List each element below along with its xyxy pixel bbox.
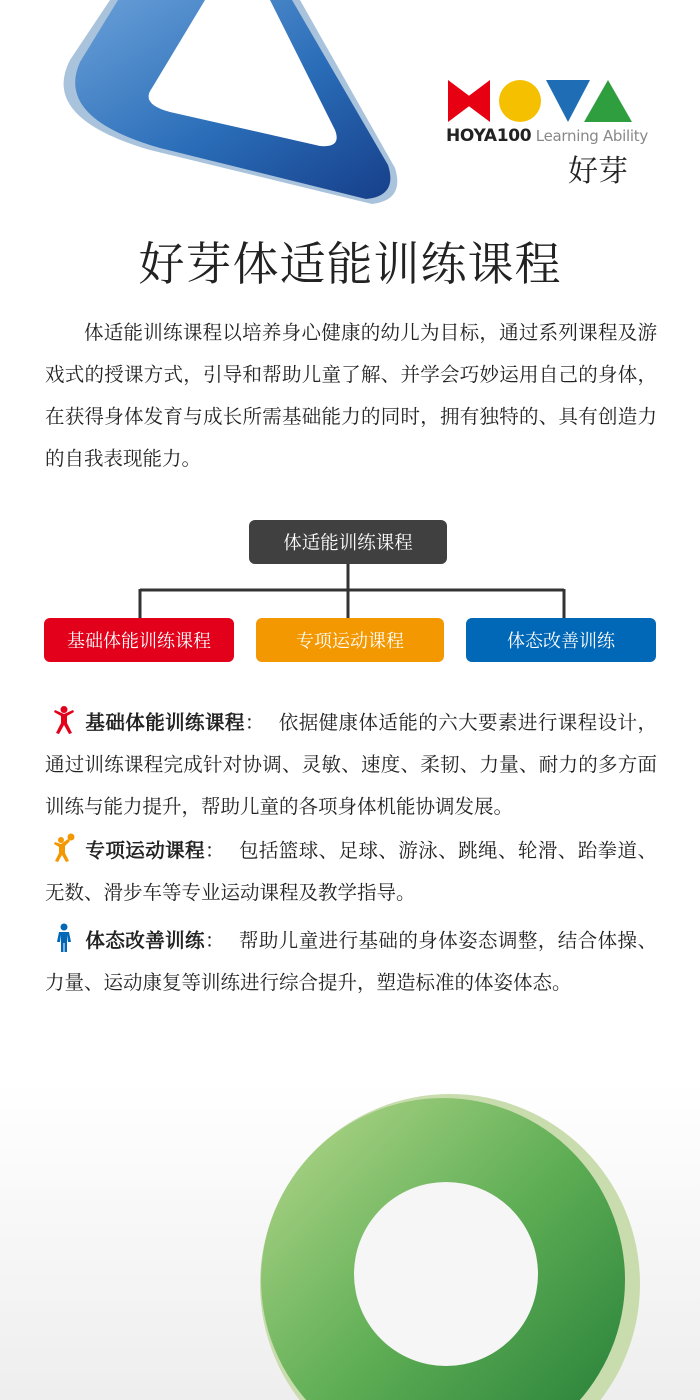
description-colon: ：	[205, 929, 225, 952]
description-text: 依据健康体适能的六大要素进行课程设计，通过训练课程完成针对协调、灵敏、速度、柔韧、力量、耐力的多方面训练与能力提升，帮助儿童的各项身体机能协调发展。	[45, 711, 657, 818]
logo-tagline	[446, 126, 648, 146]
description-posture	[45, 920, 657, 1004]
blue-triangle-decoration	[0, 0, 420, 215]
description-special-sports	[45, 830, 657, 914]
logo-brand: HOYA100	[446, 126, 532, 146]
green-ring-decoration	[250, 1084, 650, 1400]
tree-node-basic-fitness: 基础体能训练课程	[44, 618, 234, 662]
tree-node-posture: 体态改善训练	[466, 618, 656, 662]
tree-node-special-sports: 专项运动课程	[256, 618, 444, 662]
orange-ball-figure-icon	[51, 833, 77, 863]
description-basic-fitness	[45, 702, 657, 828]
description-text: 包括篮球、足球、游泳、跳绳、轮滑、跆拳道、无数、滑步车等专业运动课程及教学指导。	[45, 839, 657, 904]
description-title: 专项运动课程	[85, 839, 205, 862]
description-title: 体态改善训练	[85, 929, 205, 952]
red-figure-icon	[51, 705, 77, 735]
description-title: 基础体能训练课程	[85, 711, 245, 734]
intro-text: 体适能训练课程以培养身心健康的幼儿为目标，通过系列课程及游戏式的授课方式，引导和帮助儿童了解、并学会巧妙运用自己的身体，在获得身体发育与成长所需基础能力的同时，拥有独特的、具有创造力的自我表现能力。	[45, 321, 657, 470]
logo-tagline-light: Learning Ability	[531, 127, 648, 145]
description-colon: ：	[205, 839, 225, 862]
hoya-logo-mark	[446, 78, 636, 124]
intro-paragraph	[45, 312, 657, 480]
tree-connectors	[0, 560, 700, 620]
blue-figure-icon	[51, 923, 77, 953]
logo-chinese-name: 好芽	[568, 154, 628, 189]
hoya-logo	[446, 78, 648, 189]
page-title: 好芽体适能训练课程	[138, 237, 562, 291]
tree-root-node: 体适能训练课程	[249, 520, 447, 564]
description-text: 帮助儿童进行基础的身体姿态调整，结合体操、力量、运动康复等训练进行综合提升，塑造标准的体姿体态。	[45, 929, 657, 994]
description-colon: ：	[244, 711, 265, 734]
